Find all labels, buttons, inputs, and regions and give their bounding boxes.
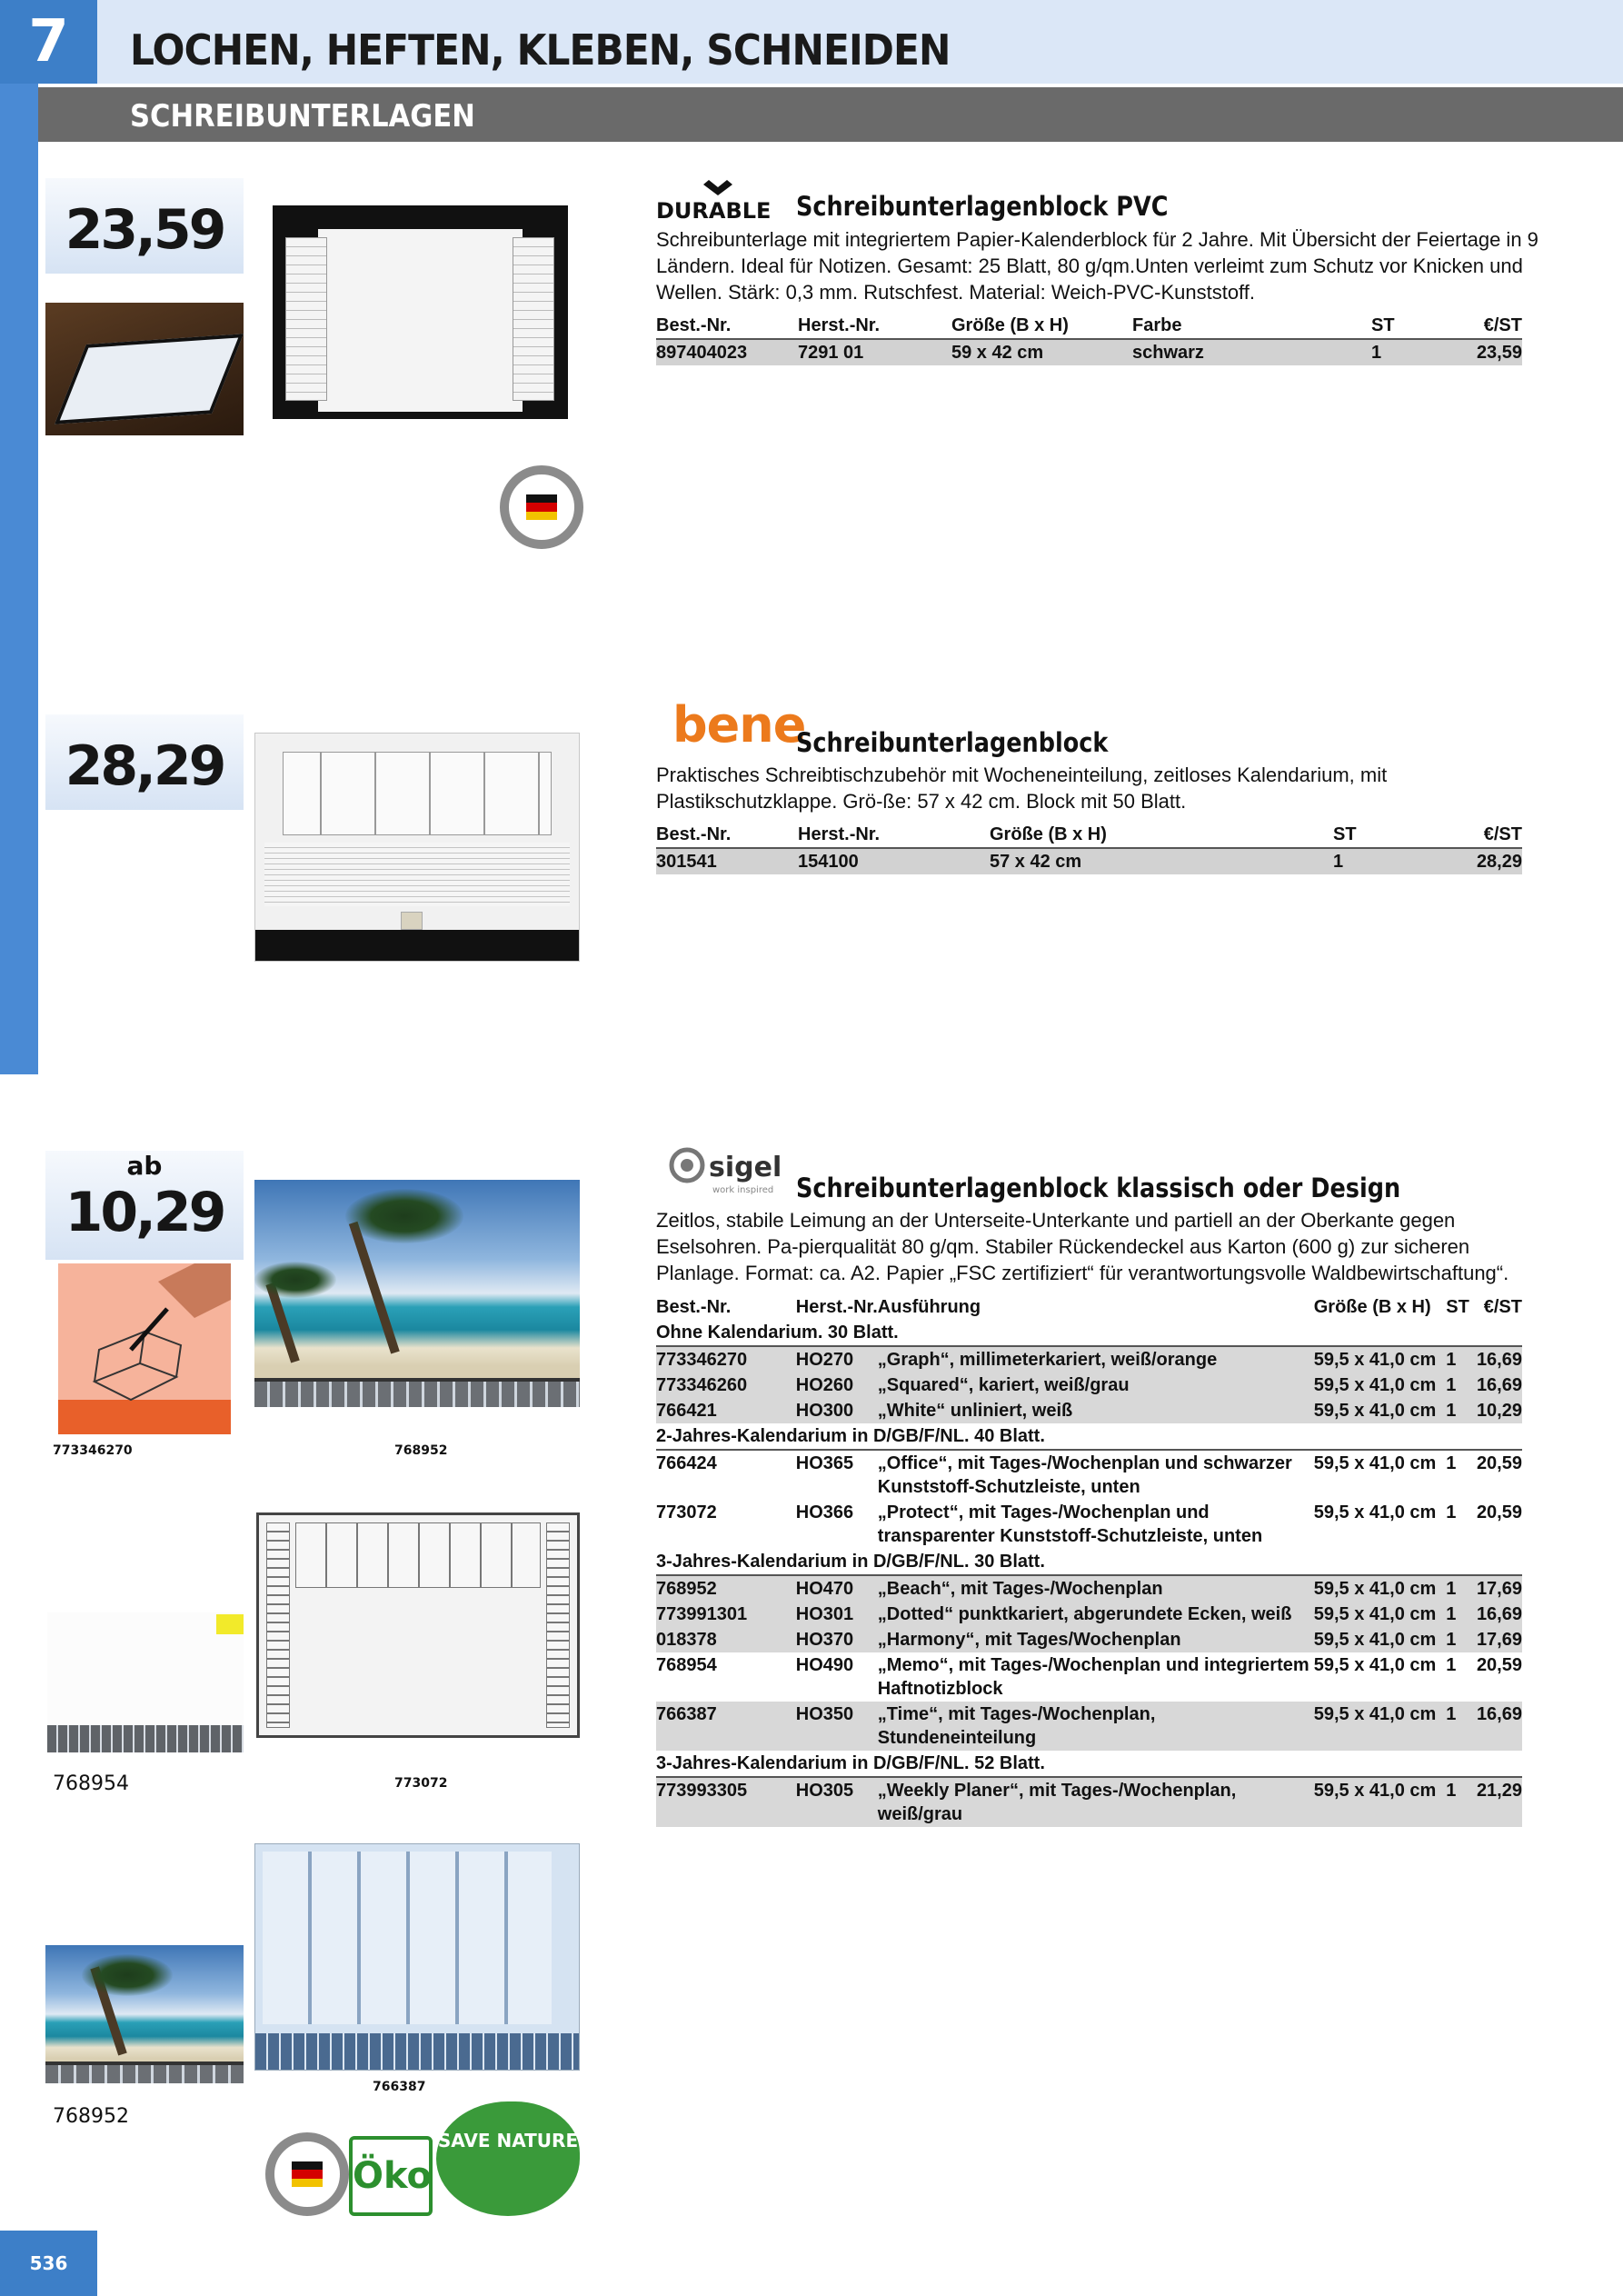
col-farbe: Farbe	[1132, 313, 1371, 339]
page-number: 536	[0, 2231, 97, 2296]
product-table	[656, 1294, 1522, 1827]
table-row	[656, 1652, 1522, 1702]
cell-herst-nr: HO366	[796, 1500, 878, 1549]
cell-best-nr: 301541	[656, 848, 798, 874]
price-label: 23,59	[65, 198, 224, 262]
cell-herst-nr: HO370	[796, 1627, 878, 1652]
table-row	[656, 1373, 1522, 1398]
cell-groesse: 59 x 42 cm	[951, 339, 1132, 365]
col-groesse: Größe (B x H)	[951, 313, 1132, 339]
cell-price: 20,59	[1477, 1450, 1522, 1500]
product-image-beach	[254, 1180, 580, 1407]
cell-ausfuehrung: „Memo“, mit Tages-/Wochenplan und integriertem Haftnotizblock	[878, 1652, 1314, 1702]
cell-ausfuehrung: „Office“, mit Tages-/Wochenplan und schwarzer Kunststoff-Schutzleiste, unten	[878, 1450, 1314, 1500]
cell-ausfuehrung: „Graph“, millimeterkariert, weiß/orange	[878, 1346, 1314, 1373]
cell-herst-nr: HO300	[796, 1398, 878, 1423]
cell-herst-nr: HO365	[796, 1450, 878, 1500]
cell-groesse: 59,5 x 41,0 cm	[1314, 1777, 1447, 1827]
cell-herst-nr: HO305	[796, 1777, 878, 1827]
product-photo-desk	[45, 303, 244, 435]
cell-groesse: 59,5 x 41,0 cm	[1314, 1702, 1447, 1751]
cell-farbe: schwarz	[1132, 339, 1371, 365]
cell-best-nr: 766424	[656, 1450, 796, 1500]
cell-price: 10,29	[1477, 1398, 1522, 1423]
svg-text:DURABLE: DURABLE	[656, 198, 772, 220]
cell-herst-nr: HO270	[796, 1346, 878, 1373]
group-label: 3-Jahres-Kalendarium in D/GB/F/NL. 30 Blatt.	[656, 1549, 1522, 1575]
image-caption: 773346270	[53, 1443, 133, 1458]
cell-groesse: 59,5 x 41,0 cm	[1314, 1398, 1447, 1423]
cell-groesse: 59,5 x 41,0 cm	[1314, 1450, 1447, 1500]
cell-groesse: 59,5 x 41,0 cm	[1314, 1602, 1447, 1627]
col-st: ST	[1446, 1296, 1469, 1317]
image-caption: 768954	[53, 1772, 129, 1795]
table-row	[656, 1702, 1522, 1751]
cell-groesse: 59,5 x 41,0 cm	[1314, 1373, 1447, 1398]
cell-herst-nr: HO470	[796, 1575, 878, 1602]
product-photo-beach	[45, 1945, 244, 2083]
cell-price: 16,69	[1477, 1702, 1522, 1751]
svg-text:work inspired: work inspired	[712, 1185, 774, 1195]
group-label: 3-Jahres-Kalendarium in D/GB/F/NL. 52 Blatt.	[656, 1751, 1522, 1777]
product-image-durable-pad	[273, 205, 568, 419]
cell-price: 28,29	[1415, 848, 1522, 874]
price-label: 10,29	[65, 1181, 224, 1244]
col-st: ST	[1333, 822, 1415, 848]
cell-best-nr: 773991301	[656, 1602, 796, 1627]
cell-st: 1	[1446, 1373, 1477, 1398]
cell-st: 1	[1446, 1346, 1477, 1373]
section-title: SCHREIBUNTERLAGEN	[130, 98, 475, 135]
cell-best-nr: 773993305	[656, 1777, 796, 1827]
made-in-germany-badge	[500, 465, 583, 549]
cell-price: 23,59	[1426, 339, 1522, 365]
cell-herst-nr: 154100	[798, 848, 990, 874]
price-label: 28,29	[65, 734, 224, 798]
col-price: €/ST	[1426, 313, 1522, 339]
col-price: €/ST	[1483, 1296, 1522, 1317]
cell-groesse: 59,5 x 41,0 cm	[1314, 1500, 1447, 1549]
cell-ausfuehrung: „Protect“, mit Tages-/Wochenplan und transparenter Kunststoff-Schutzleiste, unten	[878, 1500, 1314, 1549]
table-group-header	[656, 1549, 1522, 1575]
table-group-header	[656, 1320, 1522, 1346]
cell-st: 1	[1446, 1575, 1477, 1602]
col-herst-nr: Herst.-Nr.	[798, 313, 951, 339]
cell-st: 1	[1333, 848, 1415, 874]
col-herst-nr: Herst.-Nr.	[795, 1296, 878, 1317]
product-description: Praktisches Schreibtischzubehör mit Wocheneinteilung, zeitloses Kalendarium, mit Plastikschutzklappe. Grö-ße: 57 x 42 cm. Block mit 50 Blatt.	[656, 764, 1388, 813]
table-group-header	[656, 1751, 1522, 1777]
cell-herst-nr: HO490	[796, 1652, 878, 1702]
cell-groesse: 59,5 x 41,0 cm	[1314, 1575, 1447, 1602]
group-label: 2-Jahres-Kalendarium in D/GB/F/NL. 40 Blatt.	[656, 1423, 1522, 1450]
cell-ausfuehrung: „Squared“, kariert, weiß/grau	[878, 1373, 1314, 1398]
durable-logo	[656, 178, 791, 225]
table-row	[656, 1602, 1522, 1627]
col-groesse: Größe (B x H)	[1313, 1296, 1431, 1317]
cell-price: 16,69	[1477, 1346, 1522, 1373]
cell-st: 1	[1446, 1450, 1477, 1500]
cell-best-nr: 768952	[656, 1575, 796, 1602]
save-nature-badge: SAVE NATURE	[436, 2101, 580, 2216]
product-photo-graph-pad	[58, 1263, 231, 1434]
product-table	[656, 822, 1522, 874]
cell-st: 1	[1446, 1500, 1477, 1549]
cell-herst-nr: HO350	[796, 1702, 878, 1751]
image-caption: 773072	[394, 1776, 448, 1791]
cell-price: 20,59	[1477, 1652, 1522, 1702]
cell-best-nr: 766421	[656, 1398, 796, 1423]
cell-best-nr: 768954	[656, 1652, 796, 1702]
cell-st: 1	[1446, 1652, 1477, 1702]
side-bar	[0, 84, 38, 1074]
cell-price: 20,59	[1477, 1500, 1522, 1549]
chapter-number: 7	[0, 0, 97, 84]
table-row	[656, 1398, 1522, 1423]
col-ausfuehrung: Ausführung	[877, 1296, 981, 1317]
product-title: Schreibunterlagenblock klassisch oder Design	[796, 1173, 1401, 1203]
cell-groesse: 57 x 42 cm	[990, 848, 1333, 874]
cell-st: 1	[1446, 1777, 1477, 1827]
cell-ausfuehrung: „Weekly Planer“, mit Tages-/Wochenplan, weiß/grau	[878, 1777, 1314, 1827]
bene-logo: bene	[672, 696, 806, 754]
cell-ausfuehrung: „Dotted“ punktkariert, abgerundete Ecken, weiß	[878, 1602, 1314, 1627]
cell-best-nr: 773346270	[656, 1346, 796, 1373]
group-label: Ohne Kalendarium. 30 Blatt.	[656, 1320, 1522, 1346]
col-best-nr: Best.-Nr.	[656, 1296, 732, 1317]
cell-groesse: 59,5 x 41,0 cm	[1314, 1627, 1447, 1652]
cell-st: 1	[1446, 1627, 1477, 1652]
cell-st: 1	[1446, 1702, 1477, 1751]
product-image-memo	[47, 1612, 244, 1752]
product-image-protect	[256, 1512, 580, 1738]
cell-ausfuehrung: „Harmony“, mit Tages/Wochenplan	[878, 1627, 1314, 1652]
cell-price: 16,69	[1477, 1373, 1522, 1398]
made-in-germany-badge	[265, 2132, 349, 2216]
image-caption: 766387	[373, 2080, 426, 2094]
cell-herst-nr: HO301	[796, 1602, 878, 1627]
cell-ausfuehrung: „Beach“, mit Tages-/Wochenplan	[878, 1575, 1314, 1602]
table-group-header	[656, 1423, 1522, 1450]
image-caption: 768952	[394, 1443, 448, 1458]
cell-st: 1	[1446, 1398, 1477, 1423]
cell-best-nr: 766387	[656, 1702, 796, 1751]
image-caption: 768952	[53, 2105, 129, 2128]
table-row	[656, 1346, 1522, 1373]
cell-best-nr: 897404023	[656, 339, 798, 365]
col-best-nr: Best.-Nr.	[656, 822, 798, 848]
table-row	[656, 339, 1522, 365]
product-table	[656, 313, 1522, 365]
svg-text:sigel: sigel	[709, 1152, 782, 1183]
cell-best-nr: 773072	[656, 1500, 796, 1549]
cell-price: 17,69	[1477, 1575, 1522, 1602]
product-description: Zeitlos, stabile Leimung an der Unterseite-Unterkante und partiell an der Oberkante gegen Eselsohren. Pa-pierqualität 80 g/qm. Stabiler Rückendeckel aus Karton (600 g) zur sicheren Planlage. Format: ca. A2. Papier „FSC zertifiziert“ für verantwortungsvolle Waldbewirtschaftung“.	[656, 1209, 1509, 1284]
cell-st: 1	[1371, 339, 1426, 365]
table-row	[656, 1450, 1522, 1500]
cell-price: 16,69	[1477, 1602, 1522, 1627]
col-herst-nr: Herst.-Nr.	[798, 822, 990, 848]
product-description: Schreibunterlage mit integriertem Papier-Kalenderblock für 2 Jahre. Mit Übersicht der Feiertage in 9 Ländern. Ideal für Notizen. Gesamt: 25 Blatt, 80 g/qm.Unten verleimt zum Schutz vor Knicken und Wellen. Stärk: 0,3 mm. Rutschfest. Material: Weich-PVC-Kunststoff.	[656, 228, 1538, 304]
table-row	[656, 1627, 1522, 1652]
col-price: €/ST	[1415, 822, 1522, 848]
table-row	[656, 1500, 1522, 1549]
cell-groesse: 59,5 x 41,0 cm	[1314, 1652, 1447, 1702]
cell-ausfuehrung: „White“ unliniert, weiß	[878, 1398, 1314, 1423]
cell-price: 17,69	[1477, 1627, 1522, 1652]
table-row	[656, 848, 1522, 874]
page-title: LOCHEN, HEFTEN, KLEBEN, SCHNEIDEN	[130, 25, 951, 75]
product-title: Schreibunterlagenblock PVC	[796, 191, 1169, 222]
col-best-nr: Best.-Nr.	[656, 313, 798, 339]
cell-best-nr: 018378	[656, 1627, 796, 1652]
price-prefix: ab	[126, 1151, 163, 1181]
table-row	[656, 1777, 1522, 1827]
cell-groesse: 59,5 x 41,0 cm	[1314, 1346, 1447, 1373]
product-image-time	[254, 1843, 580, 2071]
cell-best-nr: 773346260	[656, 1373, 796, 1398]
sigel-logo	[669, 1147, 787, 1201]
cell-st: 1	[1446, 1602, 1477, 1627]
cell-ausfuehrung: „Time“, mit Tages-/Wochenplan, Stundeneinteilung	[878, 1702, 1314, 1751]
cell-herst-nr: 7291 01	[798, 339, 951, 365]
col-st: ST	[1371, 313, 1426, 339]
cell-herst-nr: HO260	[796, 1373, 878, 1398]
oeko-badge: Öko	[349, 2136, 433, 2216]
col-groesse: Größe (B x H)	[990, 822, 1333, 848]
product-title: Schreibunterlagenblock	[796, 727, 1109, 758]
product-image-bene-pad	[254, 733, 580, 962]
table-row	[656, 1575, 1522, 1602]
cell-price: 21,29	[1477, 1777, 1522, 1827]
